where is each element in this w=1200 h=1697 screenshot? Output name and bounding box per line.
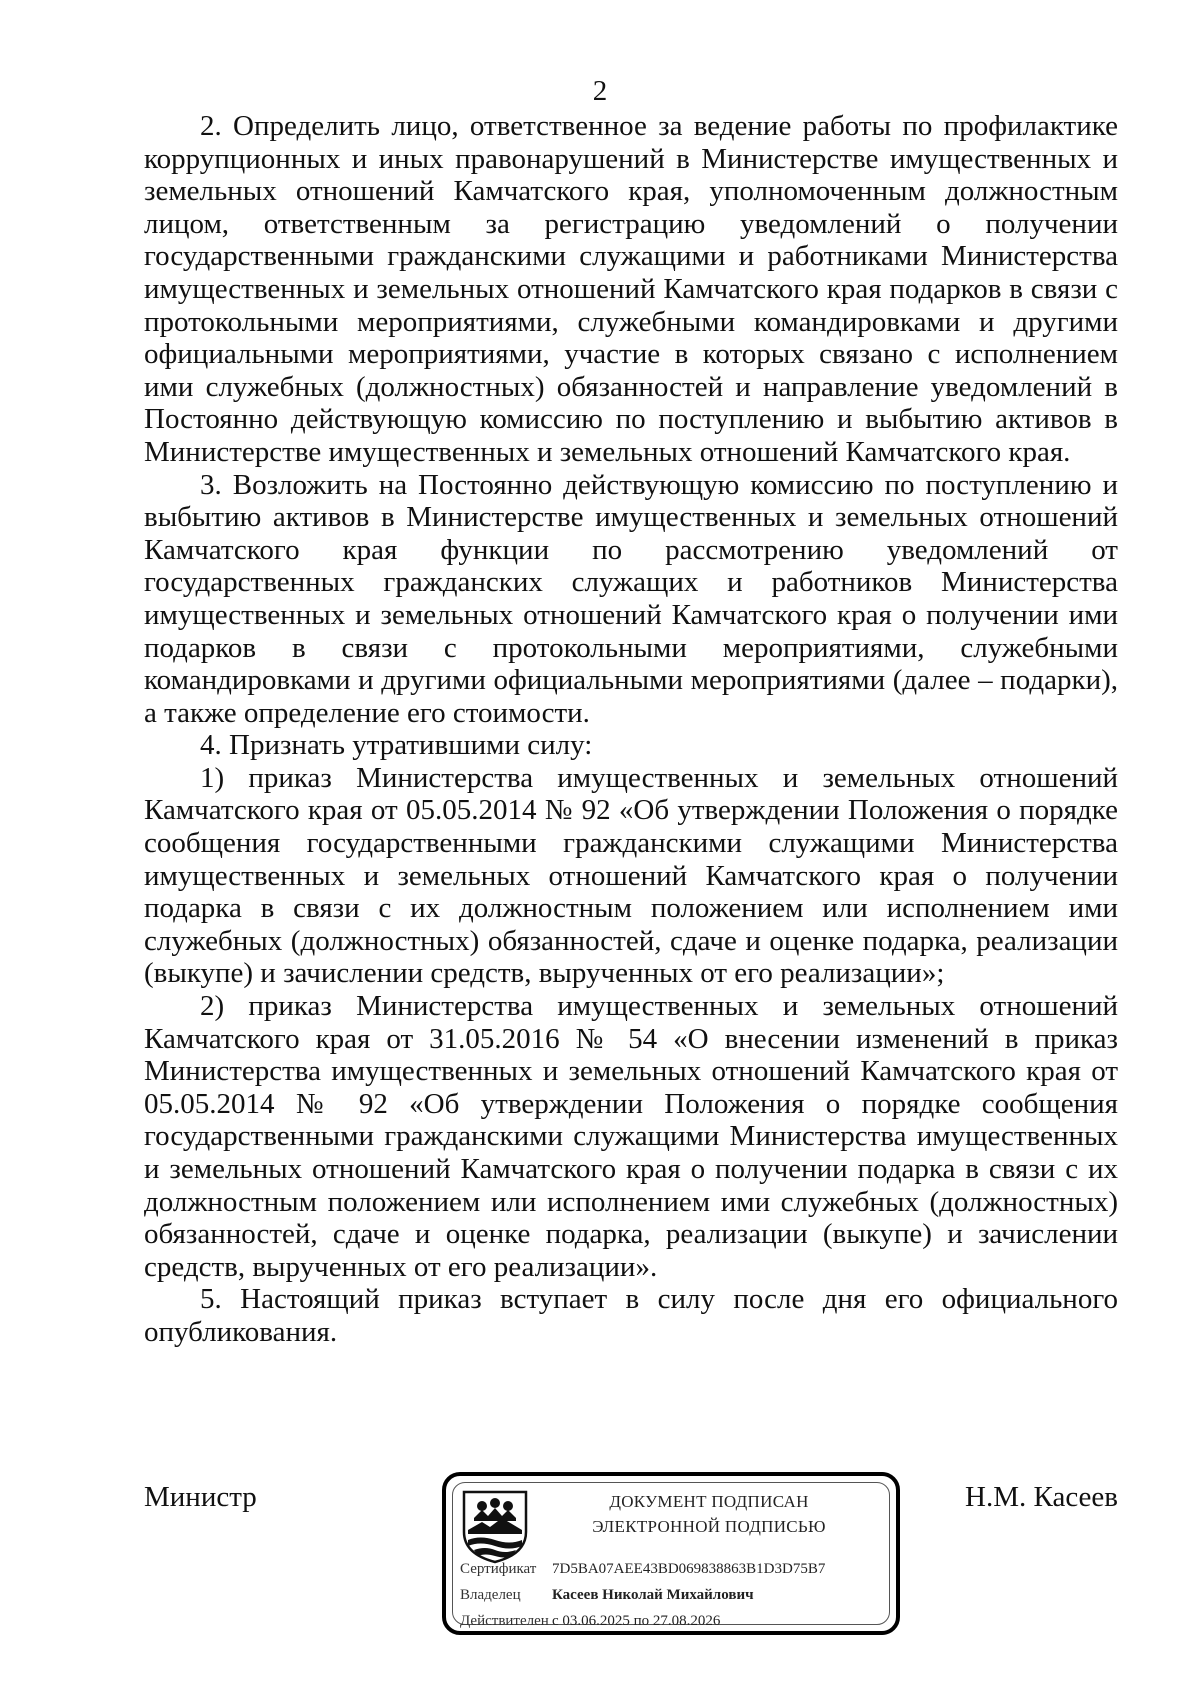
- paragraph-subitem-1: 1) приказ Министерства имущественных и земельных отношений Камчатского края от 05.05.2014 № 92 «Об утверждении Положения о порядке сообщения государственными гражданскими служащими Министерства имущественных и земельных отношений Камчатского края о получении подарка в связи с их должностным положением или исполнением ими служебных (должностных) обязанностей, сдаче и оценке подарка, реализации (выкупе) и зачислении средств, вырученных от его реализации»;: [144, 761, 1118, 990]
- paragraph-item-4: 4. Признать утратившими силу:: [200, 729, 593, 762]
- page-number: 2: [592, 75, 608, 107]
- stamp-subheading: ЭЛЕКТРОННОЙ ПОДПИСЬЮ: [592, 1517, 826, 1536]
- paragraph-item-3: 3. Возложить на Постоянно действующую комиссию по поступлению и выбытию активов в Министерстве имущественных и земельных отношений Камчатского края функции по рассмотрению уведомлений от государственных гражданских служащих и работников Министерства имущественных и земельных отношений Камчатского края о получении ими подарков в связи с протокольными мероприятиями, служебными командировками и другими официальными мероприятиями (далее – подарки), а также определение его стоимости.: [144, 468, 1118, 729]
- order-body: [144, 110, 1118, 1349]
- certificate-value: 7D5BA07AEE43BD069838863B1D3D75B7: [552, 1561, 826, 1577]
- signature-block: [144, 1472, 1118, 1642]
- certificate-row: [460, 1560, 825, 1578]
- electronic-signature-stamp: [442, 1472, 900, 1635]
- validity-label: Действителен: [460, 1613, 549, 1629]
- owner-row: [460, 1586, 754, 1604]
- certificate-label: Сертификат: [460, 1561, 537, 1577]
- owner-label: Владелец: [460, 1587, 521, 1603]
- paragraph-item-2: 2. Определить лицо, ответственное за ведение работы по профилактике коррупционных и иных правонарушений в Министерстве имущественных и земельных отношений Камчатского края, уполномоченным должностным лицом, ответственным за регистрацию уведомлений о получении государственными гражданскими служащими и работниками Министерства имущественных и земельных отношений Камчатского края подарков в связи с протокольными мероприятиями, служебными командировками и другими официальными мероприятиями, участие в которых связано с исполнением ими служебных (должностных) обязанностей и направление уведомлений в Постоянно действующую комиссию по поступлению и выбытию активов в Министерстве имущественных и земельных отношений Камчатского края.: [144, 110, 1118, 468]
- signer-title: Министр: [144, 1481, 257, 1513]
- owner-value: Касеев Николай Михайлович: [552, 1587, 754, 1603]
- stamp-heading: ДОКУМЕНТ ПОДПИСАН: [609, 1492, 809, 1511]
- validity-row: [460, 1612, 720, 1630]
- kamchatka-coat-of-arms-icon: [460, 1488, 530, 1564]
- validity-value: с 03.06.2025 по 27.08.2026: [552, 1613, 721, 1629]
- paragraph-item-5: 5. Настоящий приказ вступает в силу после дня его официального опубликования.: [144, 1283, 1118, 1348]
- signer-name: Н.М. Касеев: [965, 1481, 1118, 1513]
- paragraph-subitem-2: 2) приказ Министерства имущественных и земельных отношений Камчатского края от 31.05.2016 № 54 «О внесении изменений в приказ Министерства имущественных и земельных отношений Камчатского края от 05.05.2014 № 92 «Об утверждении Положения о порядке сообщения государственными гражданскими служащими Министерства имущественных и земельных отношений Камчатского края о получении подарка в связи с их должностным положением или исполнением ими служебных (должностных) обязанностей, сдаче и оценке подарка, реализации (выкупе) и зачислении средств, вырученных от его реализации».: [144, 990, 1118, 1283]
